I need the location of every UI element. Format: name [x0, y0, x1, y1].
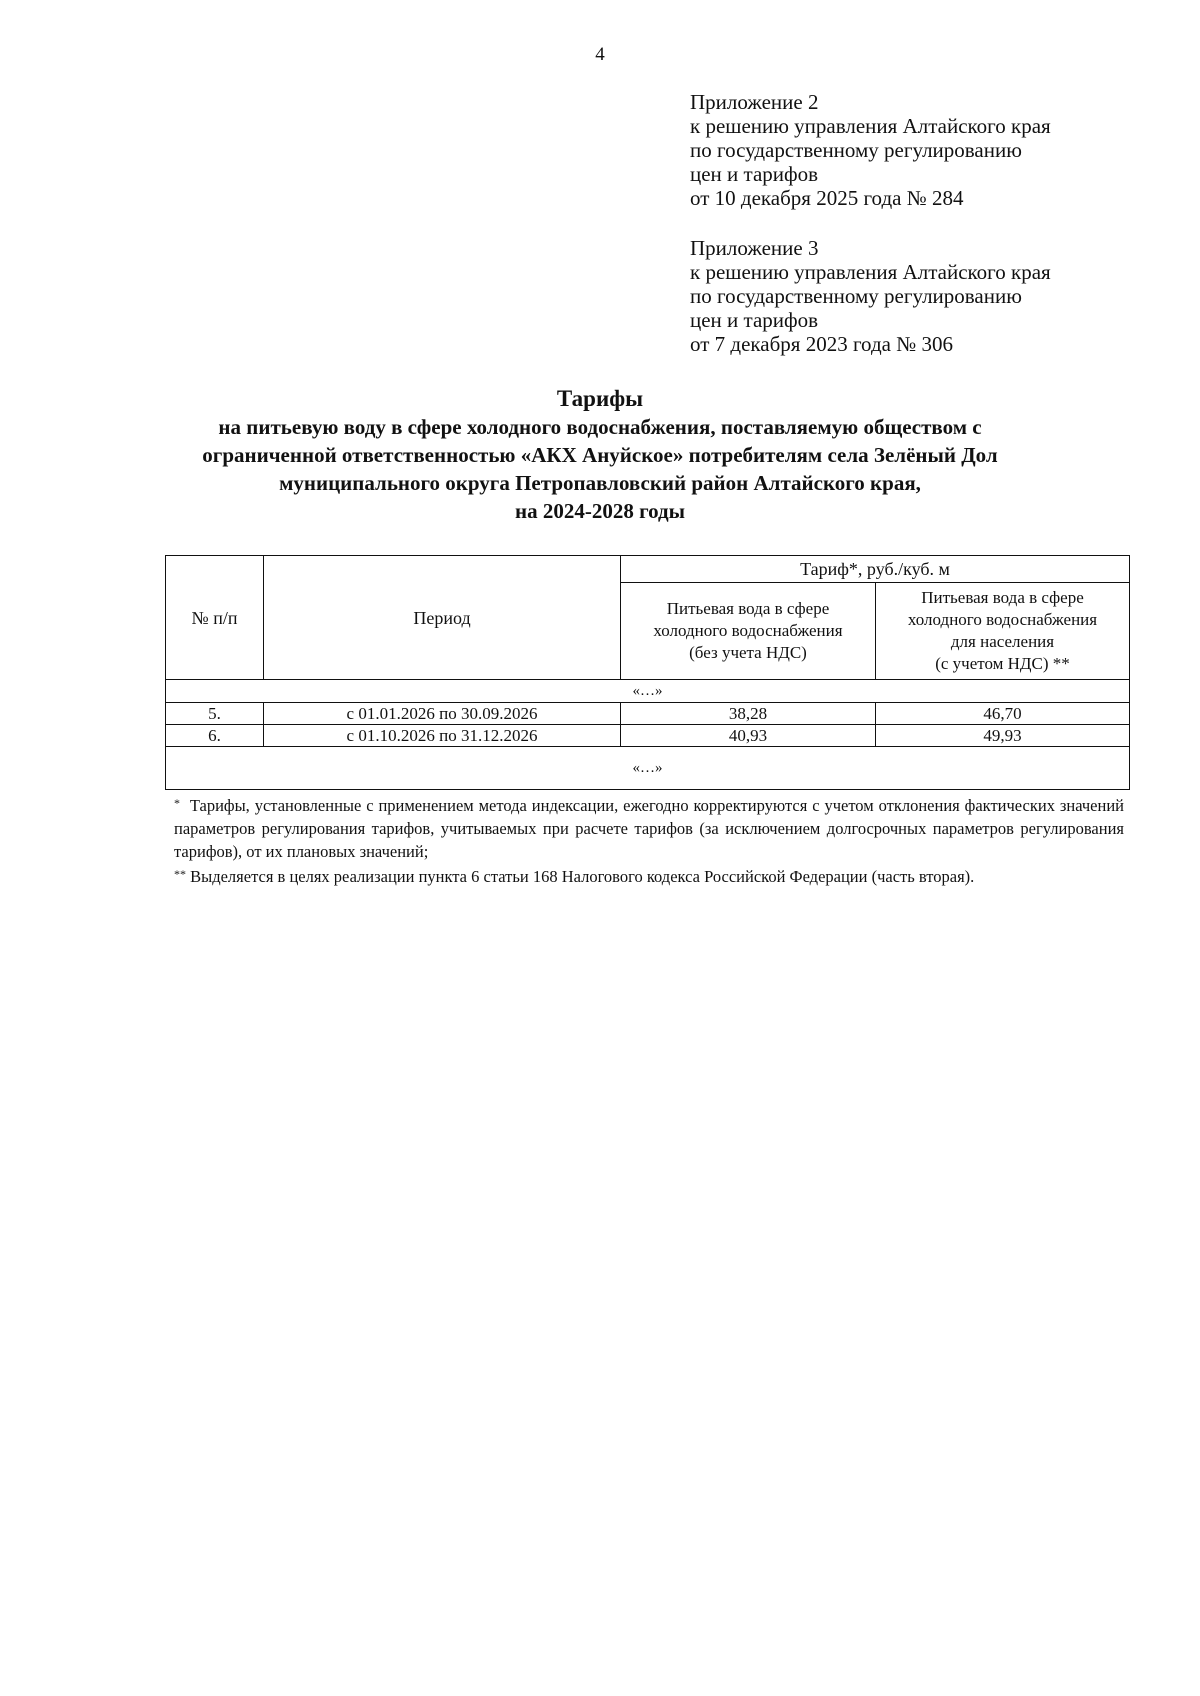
appendix-3-line: к решению управления Алтайского края	[690, 260, 1051, 284]
appendix-2-reference	[690, 90, 1160, 210]
row-number: 5.	[166, 703, 264, 725]
footnote-text: Выделяется в целях реализации пункта 6 статьи 168 Налогового кодекса Российской Федерации (часть вторая).	[190, 867, 975, 886]
header-line: (с учетом НДС) **	[935, 654, 1070, 673]
title-line: на 2024-2028 годы	[514, 499, 686, 523]
header-line: Питьевая вода в сфере	[921, 588, 1084, 607]
appendix-3-line: Приложение 3	[690, 236, 819, 260]
column-header-period: Период	[264, 556, 621, 680]
column-header-with-vat	[876, 583, 1130, 680]
footnote-marker: **	[174, 867, 186, 881]
appendix-2-line: по государственному регулированию	[690, 138, 1022, 162]
row-tariff-with-vat: 46,70	[876, 703, 1130, 725]
omitted-rows-marker: «…»	[166, 680, 1130, 703]
omitted-rows-marker: «…»	[166, 747, 1130, 790]
header-line: для населения	[950, 632, 1055, 651]
footnotes	[174, 792, 1124, 888]
column-group-tariff: Тариф*, руб./куб. м	[621, 556, 1130, 583]
ellipsis-row	[166, 680, 1130, 703]
row-number: 6.	[166, 725, 264, 747]
row-tariff-no-vat: 40,93	[621, 725, 876, 747]
appendix-2-line: цен и тарифов	[690, 162, 819, 186]
ellipsis-row	[166, 747, 1130, 790]
column-header-number: № п/п	[166, 556, 264, 680]
document-title	[150, 385, 1050, 525]
table-row	[166, 703, 1130, 725]
table-row	[166, 725, 1130, 747]
row-tariff-no-vat: 38,28	[621, 703, 876, 725]
page-number: 4	[595, 44, 605, 65]
title-line: на питьевую воду в сфере холодного водоснабжения, поставляемую обществом с	[218, 415, 982, 439]
tariffs-table	[165, 555, 1130, 790]
appendix-2-line: Приложение 2	[690, 90, 819, 114]
appendix-3-line: по государственному регулированию	[690, 284, 1022, 308]
appendix-3-line: цен и тарифов	[690, 308, 819, 332]
row-tariff-with-vat: 49,93	[876, 725, 1130, 747]
row-period: с 01.01.2026 по 30.09.2026	[264, 703, 621, 725]
appendix-2-line: к решению управления Алтайского края	[690, 114, 1051, 138]
column-header-no-vat	[621, 583, 876, 680]
header-line: (без учета НДС)	[689, 643, 807, 662]
appendix-2-line: от 10 декабря 2025 года № 284	[690, 186, 964, 210]
header-line: Питьевая вода в сфере	[666, 599, 830, 618]
header-line: холодного водоснабжения	[653, 621, 843, 640]
title-line: муниципального округа Петропавловский район Алтайского края,	[279, 471, 921, 495]
footnote-marker: *	[174, 796, 180, 810]
footnote-text: Тарифы, установленные с применением метода индексации, ежегодно корректируются с учетом отклонения фактических значений параметров регулирования тарифов, учитываемых при расчете тарифов (за исключением долгосрочных параметров регулирования тарифов), от их плановых значений;	[174, 796, 1124, 861]
footnote-1	[174, 792, 1124, 863]
table-header-row	[166, 556, 1130, 583]
row-period: с 01.10.2026 по 31.12.2026	[264, 725, 621, 747]
footnote-2	[174, 863, 1124, 888]
appendix-3-line: от 7 декабря 2023 года № 306	[690, 332, 953, 356]
title-heading: Тарифы	[556, 386, 644, 411]
appendix-3-reference	[690, 236, 1160, 356]
header-line: холодного водоснабжения	[907, 610, 1098, 629]
title-line: ограниченной ответственностью «АКХ Ануйское» потребителям села Зелёный Дол	[202, 443, 998, 467]
